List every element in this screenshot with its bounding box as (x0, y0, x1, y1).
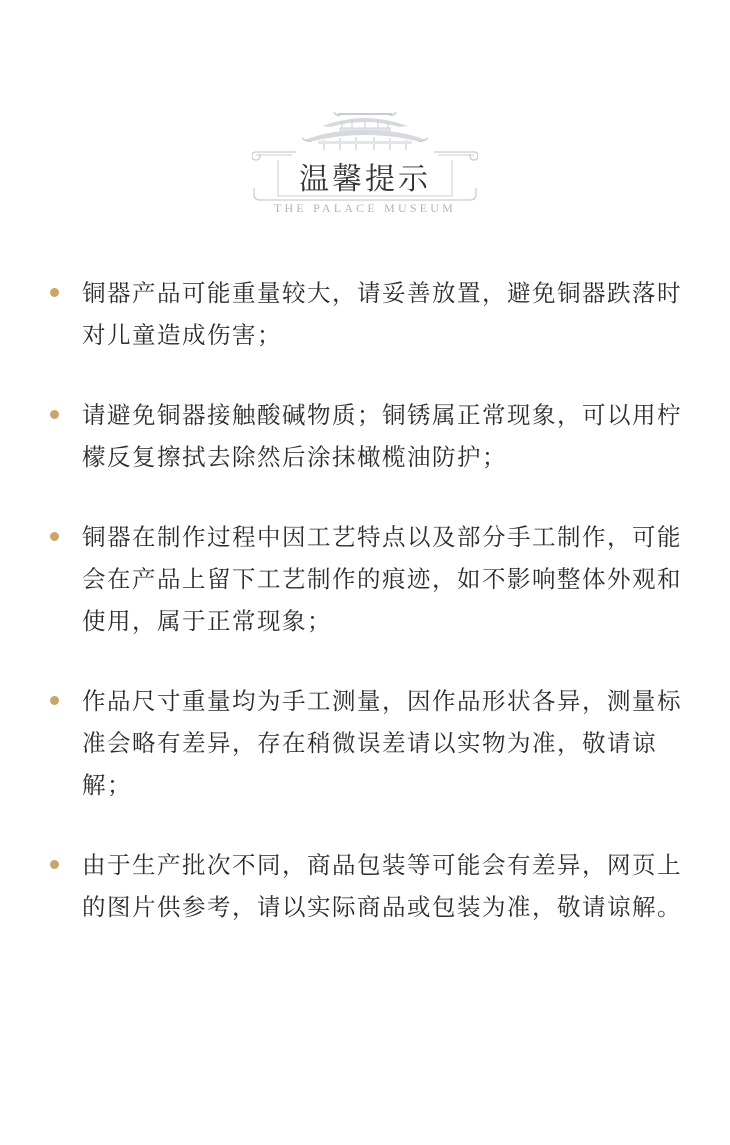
note-text: 铜器在制作过程中因工艺特点以及部分手工制作，可能会在产品上留下工艺制作的痕迹，如不影响整体外观和使用，属于正常现象； (82, 523, 682, 635)
bullet-dot-icon (50, 410, 59, 419)
bullet-dot-icon (50, 696, 59, 705)
note-text: 由于生产批次不同，商品包装等可能会有差异，网页上的图片供参考，请以实际商品或包装为准，敬请谅解。 (82, 851, 682, 921)
bullet-dot-icon (50, 860, 59, 869)
list-item (48, 272, 688, 356)
page-title: 温馨提示 (299, 162, 431, 197)
list-item (48, 844, 688, 928)
bullet-dot-icon (50, 532, 59, 541)
notice-list (48, 272, 688, 966)
page-subtitle: THE PALACE MUSEUM (274, 201, 456, 215)
note-text: 作品尺寸重量均为手工测量，因作品形状各异，测量标准会略有差异，存在稍微误差请以实物为准，敬请谅解； (82, 687, 682, 799)
note-text: 请避免铜器接触酸碱物质；铜锈属正常现象，可以用柠檬反复擦拭去除然后涂抹橄榄油防护； (82, 401, 682, 471)
list-item (48, 394, 688, 478)
list-item (48, 516, 688, 642)
note-text: 铜器产品可能重量较大，请妥善放置，避免铜器跌落时对儿童造成伤害； (82, 279, 682, 349)
notice-header (0, 108, 730, 218)
list-item (48, 680, 688, 806)
bullet-dot-icon (50, 288, 59, 297)
